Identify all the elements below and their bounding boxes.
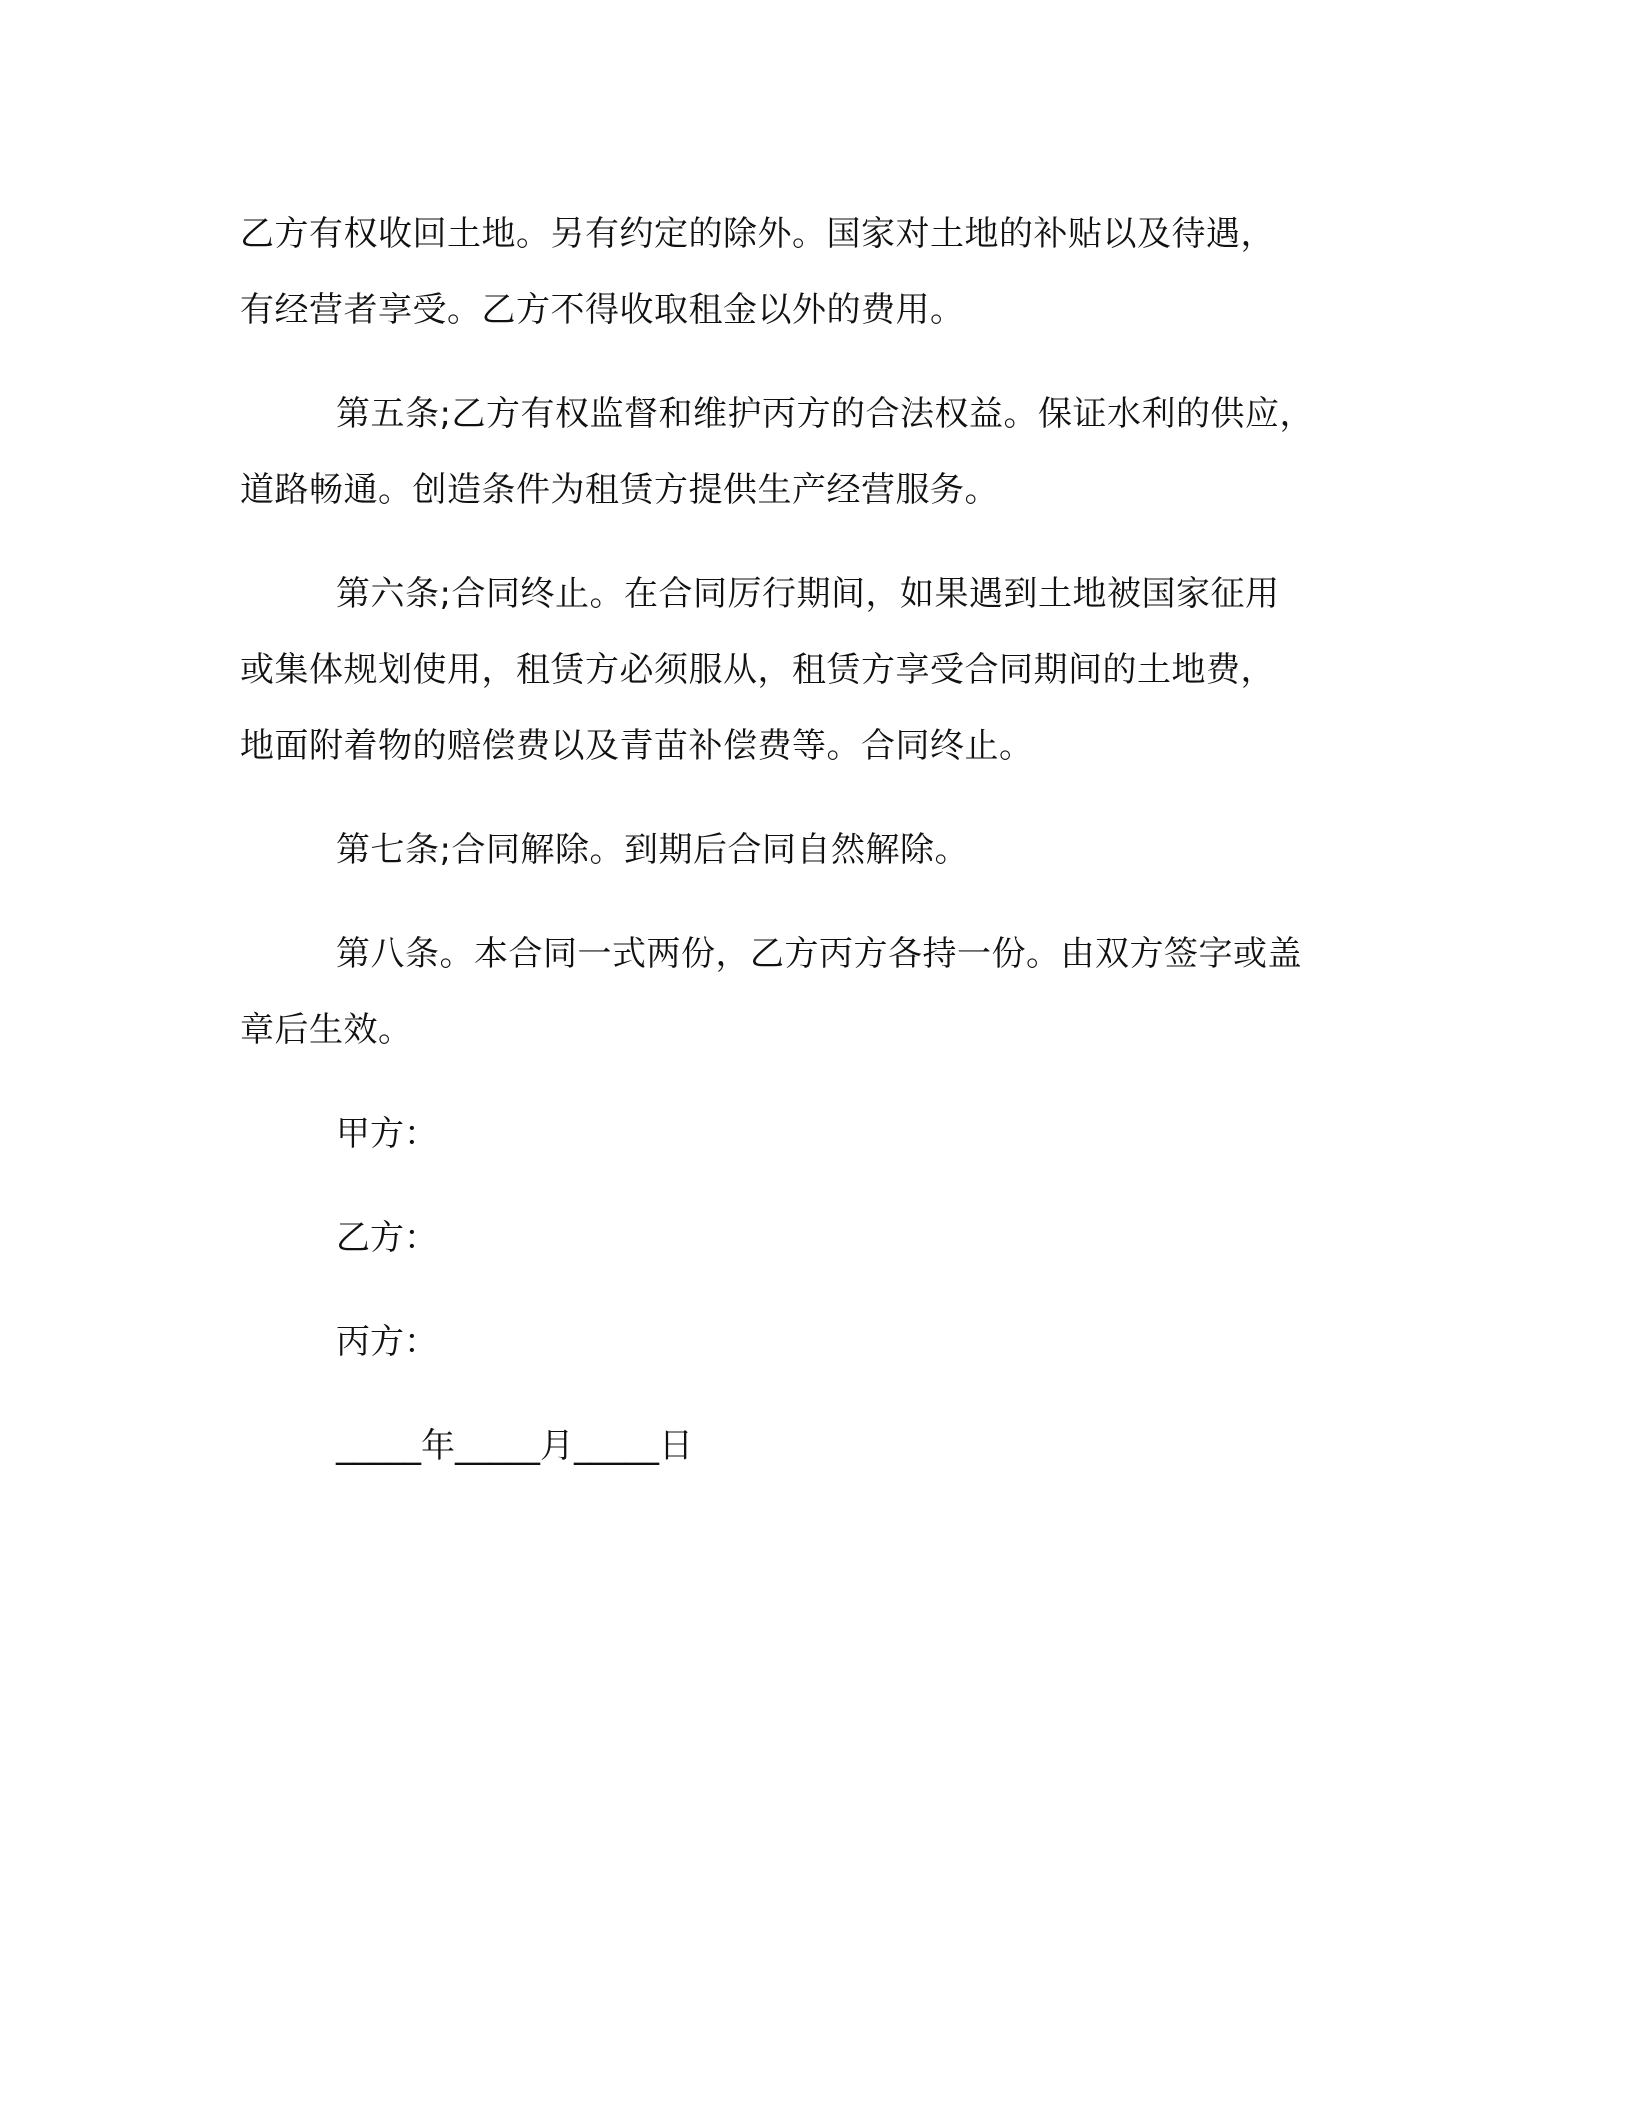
text-line: 第六条;合同终止。在合同厉行期间，如果遇到土地被国家征用 xyxy=(336,574,1280,614)
paragraph-article-6 xyxy=(240,556,1390,784)
text-line: 道路畅通。创造条件为租赁方提供生产经营服务。 xyxy=(240,470,999,510)
text-line: 第五条;乙方有权监督和维护丙方的合法权益。保证水利的供应， xyxy=(336,394,1314,434)
paragraph-continuation xyxy=(240,196,1390,348)
signature-party-a: 甲方： xyxy=(336,1114,438,1154)
paragraph-article-5 xyxy=(240,376,1390,528)
signature-party-c: 丙方： xyxy=(336,1322,438,1362)
signature-party-b: 乙方： xyxy=(336,1218,438,1258)
text-line: 第七条;合同解除。到期后合同自然解除。 xyxy=(336,830,969,870)
text-line: 或集体规划使用，租赁方必须服从，租赁方享受合同期间的土地费， xyxy=(240,650,1275,690)
paragraph-article-8 xyxy=(240,916,1390,1068)
signature-date: _____年_____月_____日 xyxy=(336,1426,693,1466)
text-line: 章后生效。 xyxy=(240,1010,413,1050)
text-line: 有经营者享受。乙方不得收取租金以外的费用。 xyxy=(240,290,965,330)
text-line: 第八条。本合同一式两份，乙方丙方各持一份。由双方签字或盖 xyxy=(336,934,1302,974)
document-page xyxy=(240,196,1390,1512)
paragraph-article-7 xyxy=(240,812,1390,888)
text-line: 地面附着物的赔偿费以及青苗补偿费等。合同终止。 xyxy=(240,726,1034,766)
text-line: 乙方有权收回土地。另有约定的除外。国家对土地的补贴以及待遇， xyxy=(240,214,1275,254)
